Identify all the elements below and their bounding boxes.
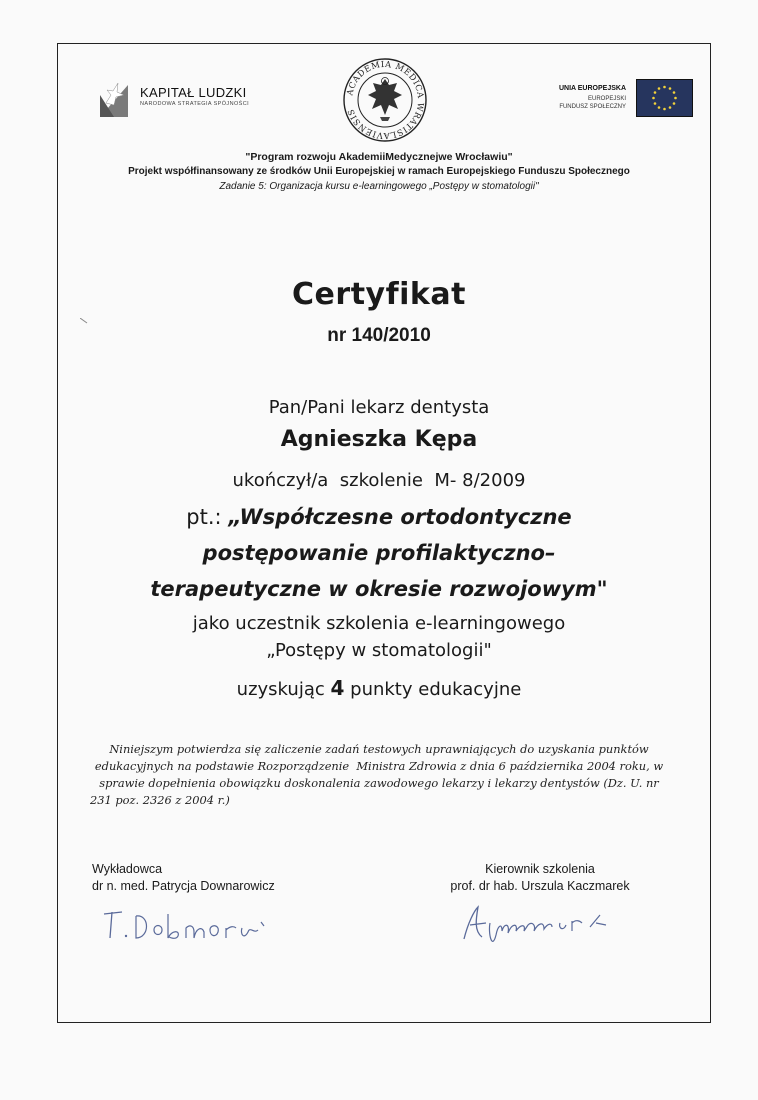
scan-mark-icon	[80, 318, 88, 324]
course-name: „Postępy w stomatologii"	[266, 640, 492, 661]
kapital-ludzki-logo-icon	[98, 73, 128, 117]
eu-subtitle-line1: EUROPEJSKI	[587, 96, 626, 102]
points-after: punkty edukacyjne	[344, 679, 522, 700]
training-topic-line1	[0, 505, 758, 529]
legal-line4: 231 poz. 2326 z 2004 r.)	[90, 793, 230, 807]
university-seal-icon	[342, 57, 428, 143]
program-task: Zadanie 5: Organizacja kursu e-learningowego „Postępy w stomatologii"	[219, 181, 539, 192]
kapital-ludzki-subtitle: NARODOWA STRATEGIA SPÓJNOŚCI	[140, 101, 249, 107]
recipient-salutation: Pan/Pani lekarz dentysta	[268, 397, 490, 418]
points-value: 4	[330, 676, 345, 700]
eu-flag-icon	[636, 79, 693, 117]
training-topic-line2: postępowanie profilaktyczno–	[202, 541, 556, 565]
points-line	[0, 676, 758, 700]
legal-line1: Niniejszym potwierdza się zaliczenie zadań testowych uprawniających do uzyskania punktów	[109, 742, 649, 756]
participant-role: jako uczestnik szkolenia e-learningowego	[192, 613, 566, 634]
program-title: "Program rozwoju AkademiiMedycznejwe Wrocławiu"	[245, 151, 513, 163]
points-before: uzyskując	[236, 679, 331, 700]
eu-title: UNIA EUROPEJSKA	[558, 85, 626, 92]
training-completed: ukończył/a szkolenie M- 8/2009	[232, 470, 526, 491]
topic-prefix: pt.:	[186, 505, 229, 529]
eu-subtitle-line2: FUNDUSZ SPOŁECZNY	[559, 104, 626, 110]
training-topic-line3: terapeutyczne w okresie rozwojowym"	[150, 577, 608, 601]
certificate-title: Certyfikat	[292, 277, 466, 312]
head-role: Kierownik szkolenia	[485, 862, 595, 876]
seal-text: ACADEMIA MEDICA WRATISLAVIENSIS	[344, 58, 427, 142]
head-signature-icon	[460, 893, 610, 953]
lecturer-signature-icon	[98, 900, 268, 950]
head-name: prof. dr hab. Urszula Kaczmarek	[450, 879, 630, 893]
lecturer-role: Wykładowca	[92, 862, 163, 876]
kapital-ludzki-title: KAPITAŁ LUDZKI	[140, 85, 247, 100]
certificate-number: nr 140/2010	[327, 325, 431, 346]
legal-statement	[90, 741, 668, 809]
program-funding: Projekt współfinansowany ze środków Unii Europejskiej w ramach Europejskiego Funduszu Społecznego	[128, 166, 630, 177]
legal-line2: edukacyjnych na podstawie Rozporządzenie Ministra Zdrowia z dnia 6 października 2004 roku, w	[94, 759, 664, 773]
lecturer-name: dr n. med. Patrycja Downarowicz	[92, 879, 275, 893]
legal-line3: sprawie dopełnienia obowiązku doskonalenia zawodowego lekarzy i lekarzy dentystów (Dz. U. nr	[99, 776, 659, 790]
topic-text-1: „Współczesne ortodontyczne	[228, 505, 572, 529]
recipient-name: Agnieszka Kępa	[280, 427, 478, 452]
